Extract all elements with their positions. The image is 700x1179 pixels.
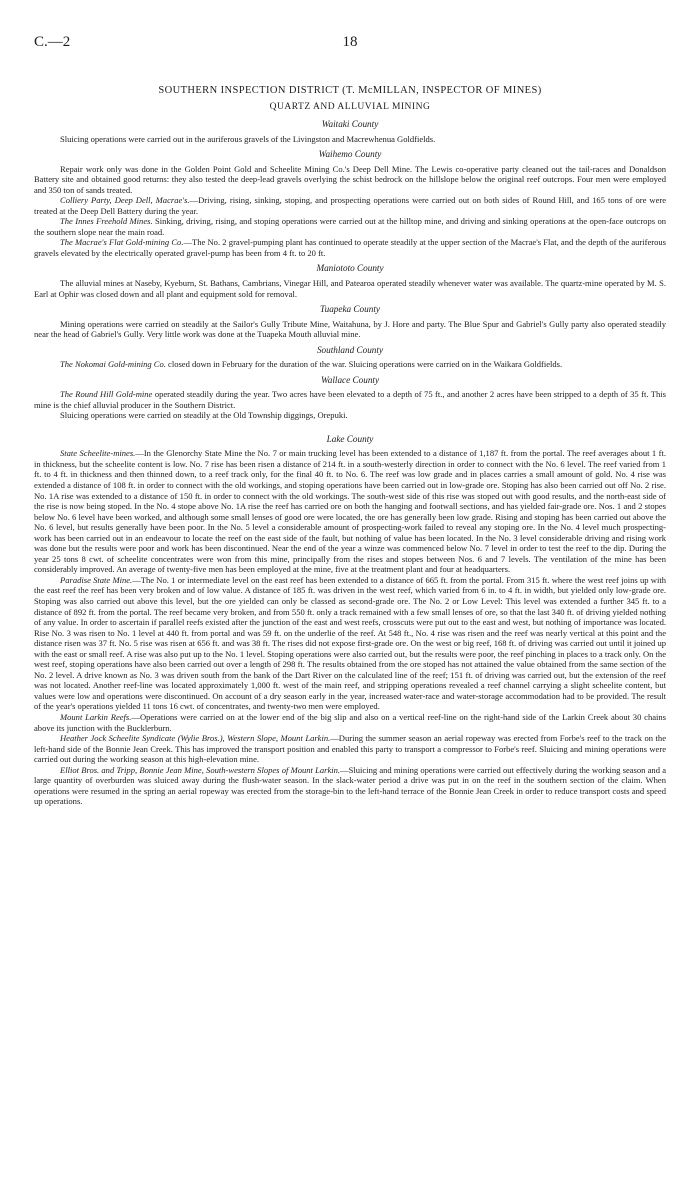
page-reference: C.—2 [34, 34, 71, 50]
paragraph-lead: Elliot Bros. and Tripp, Bonnie Jean Mine, South-western Slopes of Mount Larkin. [60, 764, 341, 775]
county-heading-waihemo: Waihemo County [318, 149, 382, 160]
paragraph-lead: Mount Larkin Reefs. [60, 712, 132, 723]
paragraph-body: —Sluicing and mining operations were carried out effectively during the working season and a large quantity of overburden was sluiced away during the flush-water season. In the slack-water period a drive was put in on the reef in the southern section of the claim. When operations were resumed in the spring an aerial ropeway was erected from the storage-bin to the left-hand terrace of the Bonnie Jean Creek in order to reduce transport costs and speed up operations. [34, 764, 666, 807]
paragraph-lead: Paradise State Mine. [60, 574, 133, 585]
paragraph [34, 359, 666, 370]
county-heading-wallace: Wallace County [320, 374, 380, 385]
paragraph-body: operated steadily during the year. Two acres have been elevated to a depth of 75 ft., and another 2 acres have been stripped to a depth of 35 ft. This mine is the chief alluvial producer in the Southern District. [34, 389, 667, 410]
paragraph-lead: The Round Hill Gold-mine [60, 389, 153, 400]
district-title: SOUTHERN INSPECTION DISTRICT (T. McMILLAN, INSPECTOR OF MINES) [158, 85, 542, 96]
county-heading-lake: Lake County [326, 433, 374, 444]
paragraph [34, 237, 666, 258]
paragraph-body: —The No. 2 gravel-pumping plant has continued to operate steadily at the upper section of the Macrae's Flat, and the depth of the auriferous gravels elevated by the electrically operated gravel-pump has been from 4 ft. to 20 ft. [34, 237, 666, 258]
paragraph-lead: State Scheelite-mines. [60, 448, 136, 459]
paragraph: Sluicing operations were carried on steadily at the Old Township diggings, Orepuki. [60, 410, 348, 421]
county-heading-maniototo: Maniototo County [316, 263, 384, 274]
section-subtitle: QUARTZ AND ALLUVIAL MINING [269, 102, 431, 112]
paragraph-body: closed down in February for the duration of the war. Sluicing operations were carried on in the Waikara Goldfields. [165, 359, 563, 370]
paragraph [34, 448, 666, 575]
page-header [34, 34, 666, 62]
county-heading-southland: Southland County [316, 344, 384, 355]
paragraph-body: —Driving, rising, sinking, stoping, and prospecting operations were carried out on both sides of Round Hill, and 165 tons of ore were treated at the Deep Dell Battery during the year. [34, 195, 666, 216]
paragraph [34, 389, 666, 410]
paragraph-body: —Operations were carried on at the lower end of the big slip and also on a vertical reef-line on the right-hand side of the Larkin Creek about 30 chains above its junction with the Bucklerburn. [34, 712, 667, 733]
paragraph: Sluicing operations were carried out in the auriferous gravels of the Livingston and Macrewhenua Goldfields. [60, 133, 436, 144]
paragraph-body: —In the Glenorchy State Mine the No. 7 or main trucking level has been extended to a distance of 1,187 ft. from the portal. The reef averages about 1 ft. in thickness, but the scheelite content is low. No. 7 rise has been risen a distance of 214 ft. in a south-westerly direction in order to connect with the No. 6 level. The reef varied from 1 ft. to 4 ft. in thickness and then thinned down, to a reef track only, for the final 40 ft. to No. 6. The reef was low grade and in places carries a small amount of gold. No. 4 rise was extended a distance of 108 ft. in order to connect with the old workings, and stoping operations have been carried out in low-grade ore. Stoping has also been carried out off No. 2 rise. No. 1A rise was extended to a distance of 150 ft. in order to connect with the old workings. The south-west side of this rise was stoped out with good results, and the north-east side of the rise is now being stoped. In the No. 4 stope above No. 1A rise the reef has carried ore on both the hanging and footwall sections, and has yielded fair-grade ore. Nos. 1 and 2 stopes below No. 6 level have been worked, and although some small lenses of good ore were located, the ore has generally been low grade. Rising and stoping has been carried out above the No. 6 level, but results generally have been poor. In the No. 5 level a considerable amount of prospecting-work failed to reveal any stoping ore. In the No. 4 level much prospecting-work has been carried out in an endeavour to locate the reef on the east side of the fault, but nothing of value has been located. In the No. 3 level considerable driving and rising work was done but the results were poor and work has been discontinued. Near the end of the year a winze was commenced below No. 7 level in order to test the reef to the dip. During the year 25 tons 8 cwt. of scheelite concentrates were won from this mine, principally from the rises and stopes between Nos. 6 and 7 levels. The ventilation of the mine has been considerably improved. An average of twenty-five men has been employed at the mine, five at the treatment plant and four at headquarters. [34, 448, 666, 575]
paragraph [34, 733, 666, 765]
paragraph: Mining operations were carried on steadily at the Sailor's Gully Tribute Mine, Waitahuna, by J. Hore and party. The Blue Spur and Gabriel's Gully party also operated steadily near the head of Gabriel's Gully. Very little work was done at the Tuapeka Mouth alluvial mine. [34, 318, 666, 340]
page-number: 18 [342, 34, 358, 50]
paragraph [34, 195, 666, 216]
paragraph-lead: Colliery Party, Deep Dell, Macrae's. [60, 195, 190, 206]
paragraph-body: Sinking, driving, rising, and stoping operations were carried out at the hilltop mine, and driving and sinking operations at the open-face outcrops on the southern slope near the main road. [34, 216, 667, 237]
paragraph [34, 216, 666, 237]
paragraph-body: —During the summer season an aerial ropeway was erected from Forbe's reef to the track on the left-hand side of the Bonnie Jean Creek. This has improved the transport position and enabled this party to transport a compressor to Forbe's reef. Sluicing and mining operations were carried out during the working season at this high-elevation mine. [34, 733, 666, 765]
paragraph-body: —The No. 1 or intermediate level on the east reef has been extended to a distance of 665 ft. from the portal. From 315 ft. where the west reef joins up with the east reef the reef has been very broken and of low value. A distance of 185 ft. was driven in the west reef, which varied from 6 in. to 4 ft. in width, but yielded only low-grade ore. Stoping was also carried out above this level, but the ore yielded can only be classed as second-grade ore. The No. 2 or Low Level: This level was extended a further 345 ft. to a distance of 892 ft. from the portal. The reef became very broken, and from 550 ft. only a track remained with a few small lenses of ore, so that the last 340 ft. of driving yielded nothing of any value. In order to ascertain if parallel reefs existed after the junction of the east and west reefs, crosscuts were put out to the east and west, but nothing of importance was located. Rise No. 3 was risen to No. 1 level at 440 ft. from portal and was 59 ft. on the underlie of the reef. At 548 ft., No. 4 rise was risen and the reef was nearly vertical at this point and the distance risen was 37 ft. No. 5 rise was risen at 656 ft. and was 38 ft. The rises did not expose first-grade ore. On the west or big reef, 168 ft. of driving was carried out until it joined up with the east or small reef. A rise was also put up to the No. 1 level. Stoping operations were also carried out, but the results were poor, the reef pinching in places to a track only. On the west reef, stoping operations have also been carried out over a length of 298 ft. The results obtained from the ore stoped has not attained the value obtained from the same section of the No. 2 level. A drive known as No. 3 was driven south from the bank of the Dart River on the calculated line of the reef; 151 ft. of driving was carried out, but the extension of the reef was not located. Another reef-line was located approximately 1,000 ft. west of the main reef, and stripping operations revealed a reef channel carrying a slight scheelite content, but values were low and operations were discontinued. On account of a dry season early in the year, increased water-race and water-storage accommodation had to be provided. The result of the year's operations yielded 11 tons 16 cwt. of concentrates, and twenty-two men were employed. [34, 574, 666, 712]
paragraph [34, 765, 666, 807]
paragraph: The alluvial mines at Naseby, Kyeburn, St. Bathans, Cambrians, Vinegar Hill, and Patearoa operated steadily whenever water was available. The quartz-mine operated by M. S. Earl at Ophir was closed down and all plant and equipment sold for removal. [34, 277, 666, 299]
paragraph: Repair work only was done in the Golden Point Gold and Scheelite Mining Co.'s Deep Dell Mine. The Lewis co-operative party cleaned out the tail-races and Donaldson Battery site and obtained good returns: they also tested the deep-lead gravels overlying the schist bedrock on the hillslope below the original reef outcrops. Four men were employed and 350 ton of sands treated. [34, 163, 666, 195]
paragraph-lead: The Macrae's Flat Gold-mining Co. [60, 237, 184, 248]
county-heading-waitaki: Waitaki County [321, 119, 379, 129]
paragraph-lead: The Innes Freehold Mines. [60, 216, 153, 227]
paragraph-lead: Heather Jock Scheelite Syndicate (Wylie Bros.), Western Slope, Mount Larkin. [60, 733, 331, 744]
county-heading-tuapeka: Tuapeka County [320, 304, 380, 315]
paragraph-lead: The Nokomai Gold-mining Co. [60, 359, 166, 370]
paragraph [34, 712, 666, 733]
paragraph [34, 575, 666, 712]
